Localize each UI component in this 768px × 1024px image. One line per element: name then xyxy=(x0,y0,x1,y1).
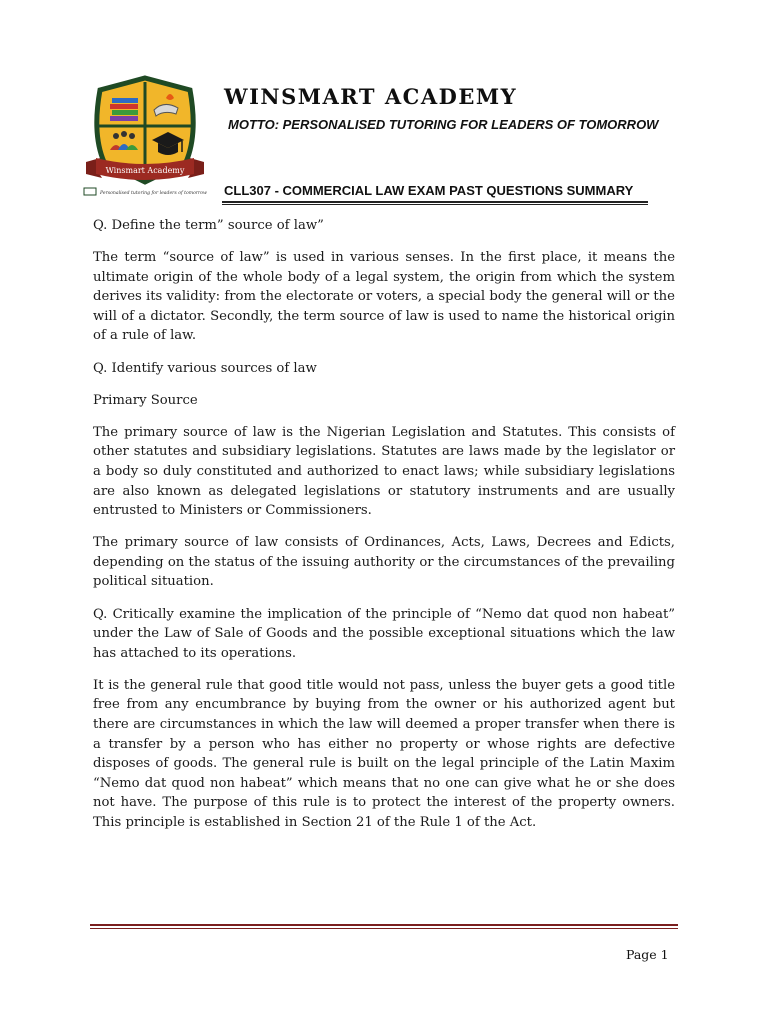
answer-paragraph: It is the general rule that good title would not pass, unless the buyer gets a good title free from any encumbrance by buying from the owner or his authorized agent but there are circumstances in which the law will deemed a proper transfer when there is a transfer by a person who has either no property or whose rights are defective disposes of goods. The general rule is built on the legal principle of the Latin Maxim “Nemo dat quod non habeat” which means that no one can give what he or she does not have. The purpose of this rule is to protect the interest of the property owners. This principle is established in Section 21 of the Rule 1 of the Act. xyxy=(93,677,675,830)
logo-tagline: Personalised tutoring for leaders of tomorrow xyxy=(100,191,207,196)
title-underline xyxy=(222,201,648,203)
school-motto: MOTTO: PERSONALISED TUTORING FOR LEADERS OF TOMORROW xyxy=(228,117,659,132)
footer-rule-secondary xyxy=(90,928,678,929)
section-heading: Primary Source xyxy=(93,392,198,408)
document-title: CLL307 - COMMERCIAL LAW EXAM PAST QUESTIONS SUMMARY xyxy=(224,183,634,198)
title-underline-secondary xyxy=(222,204,648,205)
document-body xyxy=(93,216,675,845)
page-number: Page 1 xyxy=(626,947,669,962)
answer-paragraph: The primary source of law is the Nigerian Legislation and Statutes. This consists of other statutes and subsidiary legislations. Statutes are laws made by the legislator or a body so duly constituted and authorized to enact laws; while subsidiary legislations are also known as delegated legislations or statutory instruments and are usually entrusted to Ministers or Commissioners. xyxy=(93,424,675,519)
footer-rule xyxy=(90,924,678,926)
school-logo xyxy=(80,74,210,204)
school-name: WINSMART ACADEMY xyxy=(224,84,518,109)
logo-banner-text: Winsmart Academy xyxy=(105,166,185,175)
question-heading: Q. Identify various sources of law xyxy=(93,360,317,376)
question-heading: Q. Define the term” source of law” xyxy=(93,218,324,233)
question-heading: Q. Critically examine the implication of the principle of “Nemo dat quod non habeat” under the Law of Sale of Goods and the possible exceptional situations which the law has attached to its operations. xyxy=(93,606,675,661)
answer-paragraph: The term “source of law” is used in various senses. In the first place, it means the ultimate origin of the whole body of a legal system, the origin from which the system derives its validity: from the electorate or voters, a special body the general will or the will of a dictator. Secondly, the term source of law is used to name the historical origin of a rule of law. xyxy=(93,250,675,344)
answer-paragraph: The primary source of law consists of Ordinances, Acts, Laws, Decrees and Edicts, depending on the status of the issuing authority or the circumstances of the prevailing political situation. xyxy=(93,535,675,590)
